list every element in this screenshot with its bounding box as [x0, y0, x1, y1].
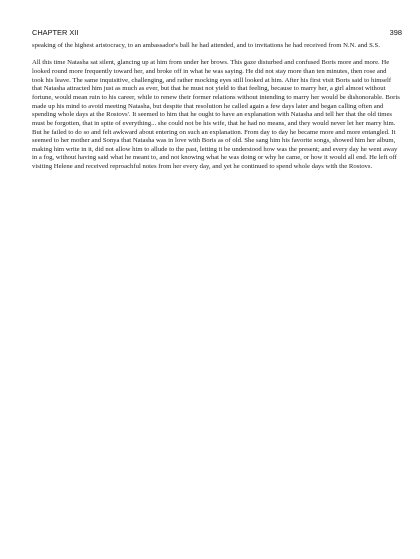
paragraph: speaking of the highest aristocracy, to an ambassador's ball he had attended, and to invitations he had received from N.N. and S.S. — [32, 42, 380, 49]
page-body — [32, 42, 400, 180]
page-number: 398 — [389, 28, 402, 37]
paragraph: All this time Natasha sat silent, glancing up at him from under her brows. This gaze disturbed and confused Boris more and more. He looked round more frequently toward her, and broke off in what he was saying. He did not stay more than ten minutes, then rose and took his leave. The same inquisitive, challenging, and rather mocking eyes still looked at him. After his first visit Boris said to himself that Natasha attracted him just as much as ever, but that he must not yield to that feeling, because to marry her, a girl almost without fortune, would mean ruin to his career, while to renew their former relations without intending to marry her would be dishonorable. Boris made up his mind to avoid meeting Natasha, but despite that resolution he called again a few days later and began calling often and spending whole days at the Rostovs'. It seemed to him that he ought to have an explanation with Natasha and tell her that the old times must be forgotten, that in spite of everything... she could not be his wife, that he had no means, and they would never let her marry him. But he failed to do so and felt awkward about entering on such an explanation. From day to day he became more and more entangled. It seemed to her mother and Sonya that Natasha was in love with Boris as of old. She sang him his favorite songs, showed him her album, making him write in it, did not allow him to allude to the past, letting it be understood how was the present; and every day he went away in a fog, without having said what he meant to, and not knowing what he was doing or why he came, or how it would all end. He left off visiting Helene and received reproachful notes from her every day, and yet he continued to spend whole days with the Rostovs. — [32, 59, 400, 171]
page-header — [32, 27, 402, 39]
chapter-title: CHAPTER XII — [32, 28, 79, 37]
